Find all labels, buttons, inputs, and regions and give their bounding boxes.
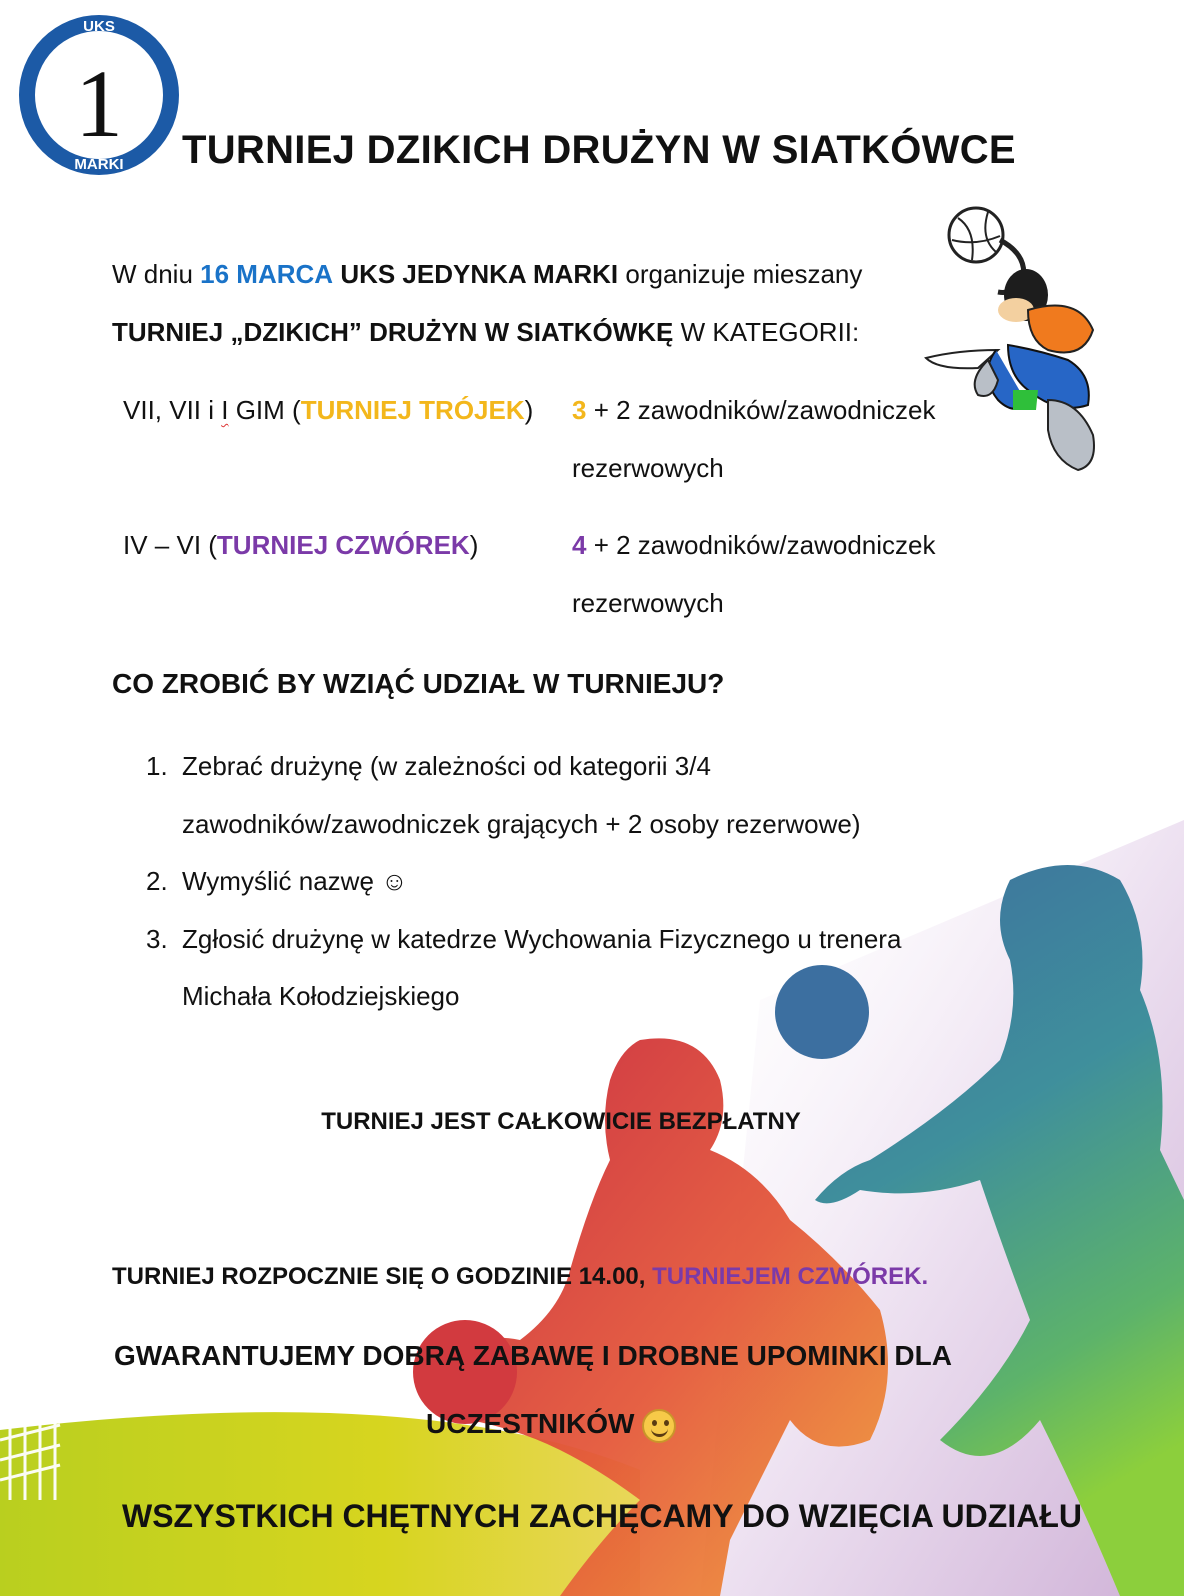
category-1-desc [572,395,936,426]
logo-bottom-text: MARKI [74,156,124,173]
closing-line: WSZYSTKICH CHĘTNYCH ZACHĘCAMY DO WZIĘCIA UDZIAŁU [122,1498,1082,1534]
intro-line-2 [112,317,859,348]
category-2-desc [572,530,936,561]
step-2-number: 2. [146,866,168,896]
step-3-number: 3. [146,924,168,954]
step-3 [146,924,901,955]
category-1-count: 3 [572,395,587,425]
category-1-desc-text: + 2 zawodników/zawodniczek [586,395,936,425]
step-1-number: 1. [146,751,168,781]
category-1-tournament: TURNIEJ TRÓJEK [300,395,525,425]
category-2-grades: IV – VI ( [123,530,217,560]
step-3-text: Zgłosić drużynę w katedrze Wychowania Fizycznego u trenera [182,924,902,954]
intro-text: W dniu [112,259,201,289]
category-2-count: 4 [572,530,587,560]
uks-logo [18,14,180,176]
category-1-label [123,395,533,426]
category-1-grade-i: I [221,395,229,425]
category-2-desc-line-2: rezerwowych [572,588,724,618]
free-note: TURNIEJ JEST CAŁKOWICIE BEZPŁATNY [321,1108,801,1135]
logo-top-text: UKS [83,18,115,35]
how-to-heading: CO ZROBIĆ BY WZIĄĆ UDZIAŁ W TURNIEJU? [112,668,725,699]
category-label: W KATEGORII: [673,317,860,347]
logo-number: 1 [75,50,123,157]
organizer-name: UKS JEDYNKA MARKI [340,259,619,289]
step-2-text: Wymyślić nazwę ☺ [182,866,408,896]
page-title: TURNIEJ DZIKICH DRUŻYN W SIATKÓWCE [182,128,1016,172]
category-2-label [123,530,478,561]
guarantee-participants: UCZESTNIKÓW [426,1408,635,1439]
step-1 [146,751,711,782]
smiley-icon [642,1409,676,1443]
category-2-tournament: TURNIEJ CZWÓREK [216,530,470,560]
category-2-paren: ) [469,530,479,560]
intro-text-rest: organizuje mieszany [618,259,863,289]
goofy-volleyball-illustration [918,200,1108,476]
category-1-paren: ) [524,395,534,425]
step-1-line-2: zawodników/zawodniczek grających + 2 osoby rezerwowe) [182,809,861,839]
category-1-desc-line-2: rezerwowych [572,453,724,483]
start-note [112,1263,928,1291]
tournament-name: TURNIEJ „DZIKICH” DRUŻYN W SIATKÓWKĘ [112,317,674,347]
start-note-highlight: TURNIEJEM CZWÓREK. [652,1263,929,1290]
guarantee-line-2 [426,1408,676,1443]
category-2-desc-text: + 2 zawodników/zawodniczek [586,530,936,560]
category-1-gim: GIM ( [228,395,301,425]
start-note-text: TURNIEJ ROZPOCZNIE SIĘ O GODZINIE 14.00, [112,1263,653,1290]
step-2 [146,866,408,897]
step-3-line-2: Michała Kołodziejskiego [182,981,460,1011]
category-1-grades: VII, VII i [123,395,222,425]
event-date: 16 MARCA [200,259,334,289]
intro-line-1 [112,259,862,290]
step-1-text: Zebrać drużynę (w zależności od kategorii 3/4 [182,751,711,781]
guarantee-line-1: GWARANTUJEMY DOBRĄ ZABAWĘ I DROBNE UPOMINKI DLA [114,1340,952,1371]
